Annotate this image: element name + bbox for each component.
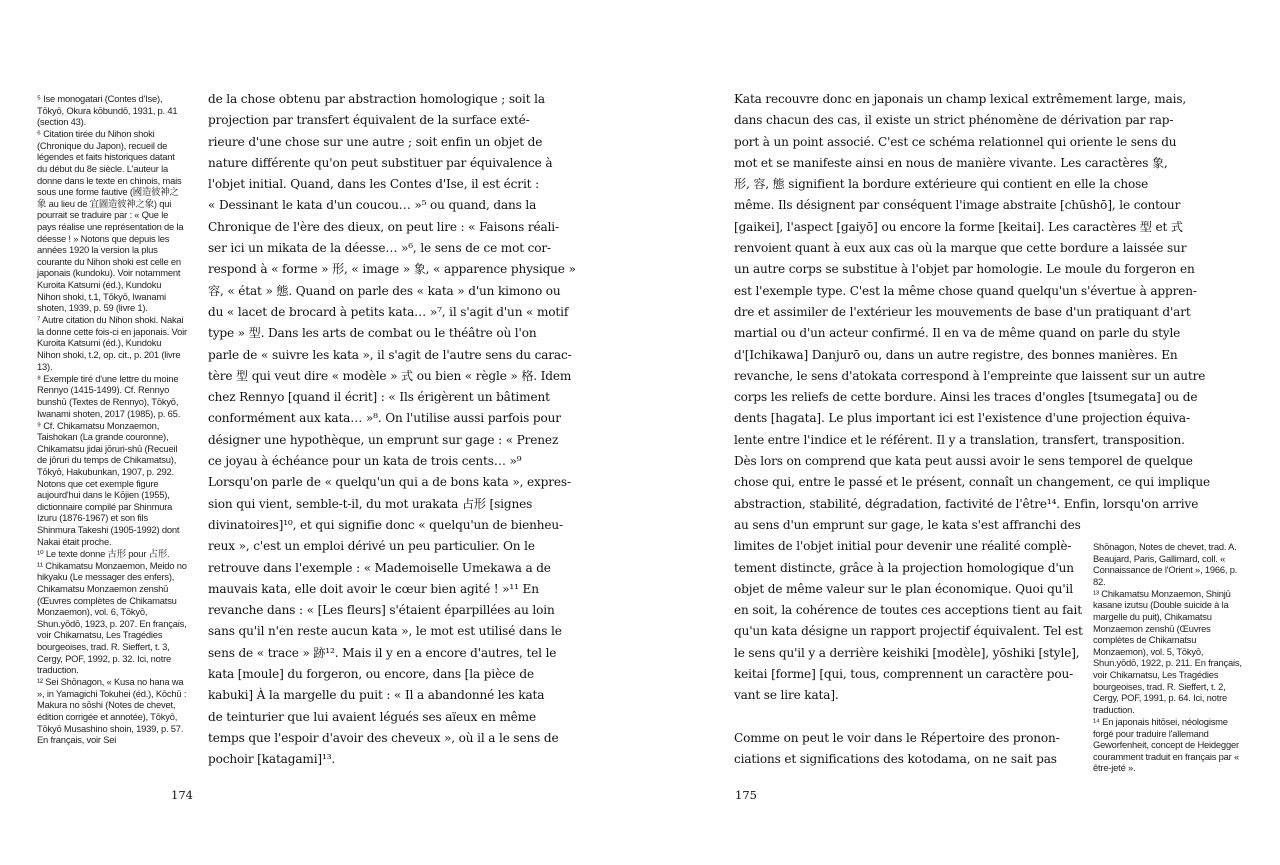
text-line: lente entre l'indice et le référent. Il y a translation, transfert, transposition. [734, 432, 1185, 447]
page-number: 175 [735, 788, 757, 802]
text-line: rieure d'une chose sur une autre ; soit enfin un objet de [208, 134, 543, 149]
text-line: même. Ils désignent par conséquent l'image abstraite [chūshō], le contour [734, 198, 1181, 213]
narrow-paragraph [734, 515, 1083, 707]
text-line: objet de même valeur sur le plan économique. Quoi qu'il [734, 581, 1073, 596]
text-line: revanche, le sens d'atokata correspond à l'empreinte que laissent sur un autre [734, 368, 1206, 383]
text-line: au sens d'un emprunt sur gage, le kata s'est affranchi des [734, 517, 1081, 532]
footnote: ¹² Sei Shōnagon, « Kusa no hana wa », in Yamagichi Tokuhei (éd.), Kōchū : Makura no sōshi (Notes de chevet, édition corrigée et annotée), Tōkyō, Tōkyō Musashino shoin, 1939, p. 57. En français, voir Sei [37, 676, 187, 746]
footnote: ⁷ Autre citation du Nihon shoki. Nakai la donne cette fois-ci en japonais. Voir Kuroita Katsumi (éd.), Kundoku Nihon shoki, t.2, op. cit., p. 201 (livre 13). [37, 314, 187, 372]
right-page [640, 0, 1280, 865]
text-line: respond à « forme » 形, « image » 象, « apparence physique » [208, 262, 576, 277]
text-line: dents [hagata]. Le plus important ici est l'existence d'une projection équiva- [734, 411, 1190, 426]
text-line: port à un point associé. C'est ce schéma relationnel qui oriente le sens du [734, 134, 1177, 149]
text-line: 容, « état » 態. Quand on parle des « kata » d'un kimono ou [208, 283, 561, 298]
text-line: keitai [forme] [qui, tous, comprennent un caractère pou- [734, 667, 1074, 682]
text-line: de teinturier que lui avaient légués ses aïeux en même [208, 709, 536, 724]
text-line: chose qui, entre le passé et le présent, connaît un changement, ce qui implique [734, 475, 1210, 490]
footnote: ¹⁴ En japonais hitōsei, néologisme forgé pour traduire l'allemand Geworfenheit, concept de Heidegger couramment traduit en français par « être-jeté ». [1093, 715, 1239, 774]
text-line: ser ici un mikata de la déesse… »⁶, le sens de ce mot cor- [208, 241, 551, 256]
text-line: vant se lire kata]. [734, 688, 839, 703]
text-line: sion qui vient, semble-t-il, du mot urakata 占形 [signes [208, 496, 533, 511]
text-line: [gaikei], l'aspect [gaiyō] ou encore la forme [keitai]. Les caractères 型 et 式 [734, 219, 1183, 234]
text-line: corps les reliefs de cette bordure. Ainsi les traces d'ongles [tsumegata] ou de [734, 390, 1198, 405]
text-line: projection par transfert équivalent de la surface exté- [208, 113, 530, 128]
page-number: 174 [171, 788, 193, 802]
text-line: mauvais kata, elle doit avoir le cœur bien agité ! »¹¹ En [208, 581, 539, 596]
text-line: d'[Ichikawa] Danjurō ou, dans un autre registre, des bonnes manières. En [734, 347, 1178, 362]
text-line: Lorsqu'on parle de « quelqu'un qui a de bons kata », expres- [208, 475, 571, 490]
text-line: reux », c'est un emploi dérivé un peu particulier. On le [208, 539, 535, 554]
text-line: abstraction, stabilité, dégradation, factivité de l'être¹⁴. Enfin, lorsqu'on arrive [734, 496, 1199, 511]
text-line: ciations et significations des kotodama, on ne sait pas [734, 751, 1057, 766]
text-line: kata [moule] du forgeron, ou encore, dans [la pièce de [208, 667, 534, 682]
right-footnotes [1093, 541, 1244, 774]
text-line: revanche dans : « [Les fleurs] s'étaient éparpillées au loin [208, 603, 555, 618]
text-line: martial ou d'un acteur confirmé. Il en va de même quand on parle du style [734, 326, 1181, 341]
footnote: ¹¹ Chikamatsu Monzaemon, Meido no hikyaku (Le messager des enfers), Chikamatsu Monzaemon zenshū (Œuvres complètes de Chikamatsu Monzaemon), vol. 6, Tōkyō, Shun.yōdō, 1923, p. 207. En français, voir Chikamatsu, Les Tragédies bourgeoises, trad. R. Sieffert, t. 3, Cergy, POF, 1992, p. 32. Ici, notre traduction. [37, 559, 187, 676]
text-line: retrouve dans l'exemple : « Mademoiselle Umekawa a de [208, 560, 551, 575]
text-line: qu'un kata désigne un rapport projectif équivalent. Tel est [734, 624, 1083, 639]
text-line: 形, 容, 態 signifient la bordure extérieure qui contient en elle la chose [734, 177, 1149, 192]
text-line: tement distincte, grâce à la projection homologique d'un [734, 560, 1074, 575]
text-line: un autre corps se substitue à l'objet par homologie. Le moule du forgeron en [734, 262, 1195, 277]
text-line: sans qu'il n'en reste aucun kata », le mot est utilisé dans le [208, 624, 562, 639]
text-line: temps que l'espoir d'avoir des cheveux », où il a le sens de [208, 730, 559, 745]
text-line: divinatoires]¹⁰, et qui signifie donc « quelqu'un de bienheu- [208, 517, 563, 532]
text-line: mot et se manifeste ainsi en nous de manière vivante. Les caractères 象, [734, 155, 1168, 170]
text-line: du « lacet de brocard à petits kata… »⁷, il s'agit d'un « motif [208, 304, 569, 319]
text-line: de la chose obtenu par abstraction homologique ; soit la [208, 92, 545, 106]
text-line: chez Rennyo [quand il écrit] : « Ils érigèrent un bâtiment [208, 390, 550, 405]
footnote: Shōnagon, Notes de chevet, trad. A. Beaujard, Paris, Gallimard, coll. « Connaissance de l'Orient », 1966, p. 82. [1093, 541, 1238, 587]
footnote: ⁵ Ise monogatari (Contes d'Ise), Tōkyō, Okura kōbundō, 1931, p. 41 (section 43). [37, 93, 178, 128]
text-line: dans chacun des cas, il existe un strict phénomène de dérivation par rap- [734, 113, 1174, 128]
left-footnotes [37, 93, 187, 746]
text-line: le sens qu'il y a derrière keishiki [modèle], yōshiki [style], [734, 645, 1080, 660]
text-line: Chronique de l'ère des dieux, on peut lire : « Faisons réali- [208, 219, 559, 234]
footnote: ¹³ Chikamatsu Monzaemon, Shinjū kasane izutsu (Double suicide à la margelle du puit), Chikamatsu Monzaemon zenshū (Œuvres complètes de Chikamatsu Monzaemon), vol. 5, Tōkyō, Shun.yōdō, 1922, p. 211. En français, voir Chikamatsu, Les Tragédies bourgeoises, trad. R. Sieffert, t. 2, Cergy, POF, 1991, p. 64. Ici, notre traduction. [1093, 587, 1242, 715]
text-line: « Dessinant le kata d'un coucou… »⁵ ou quand, dans la [208, 198, 537, 213]
text-line: l'objet initial. Quand, dans les Contes d'Ise, il est écrit : [208, 177, 539, 192]
text-line: en soit, la cohérence de toutes ces acceptions tient au fait [734, 603, 1082, 618]
text-line: est l'exemple type. C'est la même chose quand quelqu'un s'évertue à appren- [734, 283, 1197, 298]
text-line: nature différente qu'on peut substituer par équivalence à [208, 155, 553, 170]
footnote: ⁶ Citation tirée du Nihon shoki (Chronique du Japon), recueil de légendes et faits historiques datant du début du 8e siècle. L'auteur la donne dans le texte en chinois, mais sous une forme fautive (國造彼神之象 au lieu de 宜圖造彼神之象) qui pourrait se traduire par : « Que le pays réalise une représentation de la déesse ! » Notons que depuis les années 1920 la version la plus courante du Nihon shoki est celle en japonais (kundoku). Voir notamment Kuroita Katsumi (éd.), Kundoku Nihon shoki, t.1, Tōkyō, Iwanami shoten, 1939, p. 59 (livre 1). [37, 128, 184, 314]
text-line: ce joyau à échéance pour un kata de trois cents… »⁹ [208, 454, 522, 469]
text-line: désigner une hypothèque, un emprunt sur gage : « Prenez [208, 432, 559, 447]
text-line: renvoient quant à eux aux cas où la marque que cette bordure a laissée sur [734, 241, 1187, 256]
text-line: conformément aux kata… »⁸. On l'utilise aussi parfois pour [208, 411, 561, 426]
text-line: Comme on peut le voir dans le Répertoire des pronon- [734, 730, 1060, 745]
footnote: ⁹ Cf. Chikamatsu Monzaemon, Taishokan (La grande couronne), Chikamatsu jidai jōruri-shū (Recueil de jōruri du temps de Chikamatsu), Tōkyō, Hakubunkan, 1907, p. 292. Notons que cet exemple figure aujourd'hui dans le Kōjien (1955), dictionnaire compilé par Shinmura Izuru (1876-1967) et son fils Shinmura Takeshi (1905-1992) dont Nakai était proche. [37, 419, 180, 547]
text-line: Kata recouvre donc en japonais un champ lexical extrêmement large, mais, [734, 92, 1187, 106]
text-line: sens de « trace » 跡¹². Mais il y en a encore d'autres, tel le [208, 645, 557, 660]
footnote: ¹⁰ Le texte donne 古形 pour 占形. [37, 547, 170, 559]
text-line: dre et assimiler de l'extérieur les mouvements de base d'un pratiquant d'art [734, 304, 1191, 319]
text-line: pochoir [katagami]¹³. [208, 752, 336, 767]
text-line: limites de l'objet initial pour devenir une réalité complè- [734, 539, 1072, 554]
left-body-text [208, 89, 576, 771]
text-line: tère 型 qui veut dire « modèle » 式 ou bien « règle » 格. Idem [208, 368, 572, 383]
text-line: parle de « suivre les kata », il s'agit de l'autre sens du carac- [208, 347, 572, 362]
text-line: Dès lors on comprend que kata peut aussi avoir le sens temporel de quelque [734, 454, 1193, 469]
text-line: kabuki] À la margelle du puit : « Il a abandonné les kata [208, 688, 545, 703]
text-line: type » 型. Dans les arts de combat ou le théâtre où l'on [208, 326, 537, 341]
footnote: ⁸ Exemple tiré d'une lettre du moine Rennyo (1415-1499). Cf. Rennyo bunshū (Textes de Rennyo), Tōkyō, Iwanami shoten, 2017 (1985), p. 65. [37, 372, 181, 419]
